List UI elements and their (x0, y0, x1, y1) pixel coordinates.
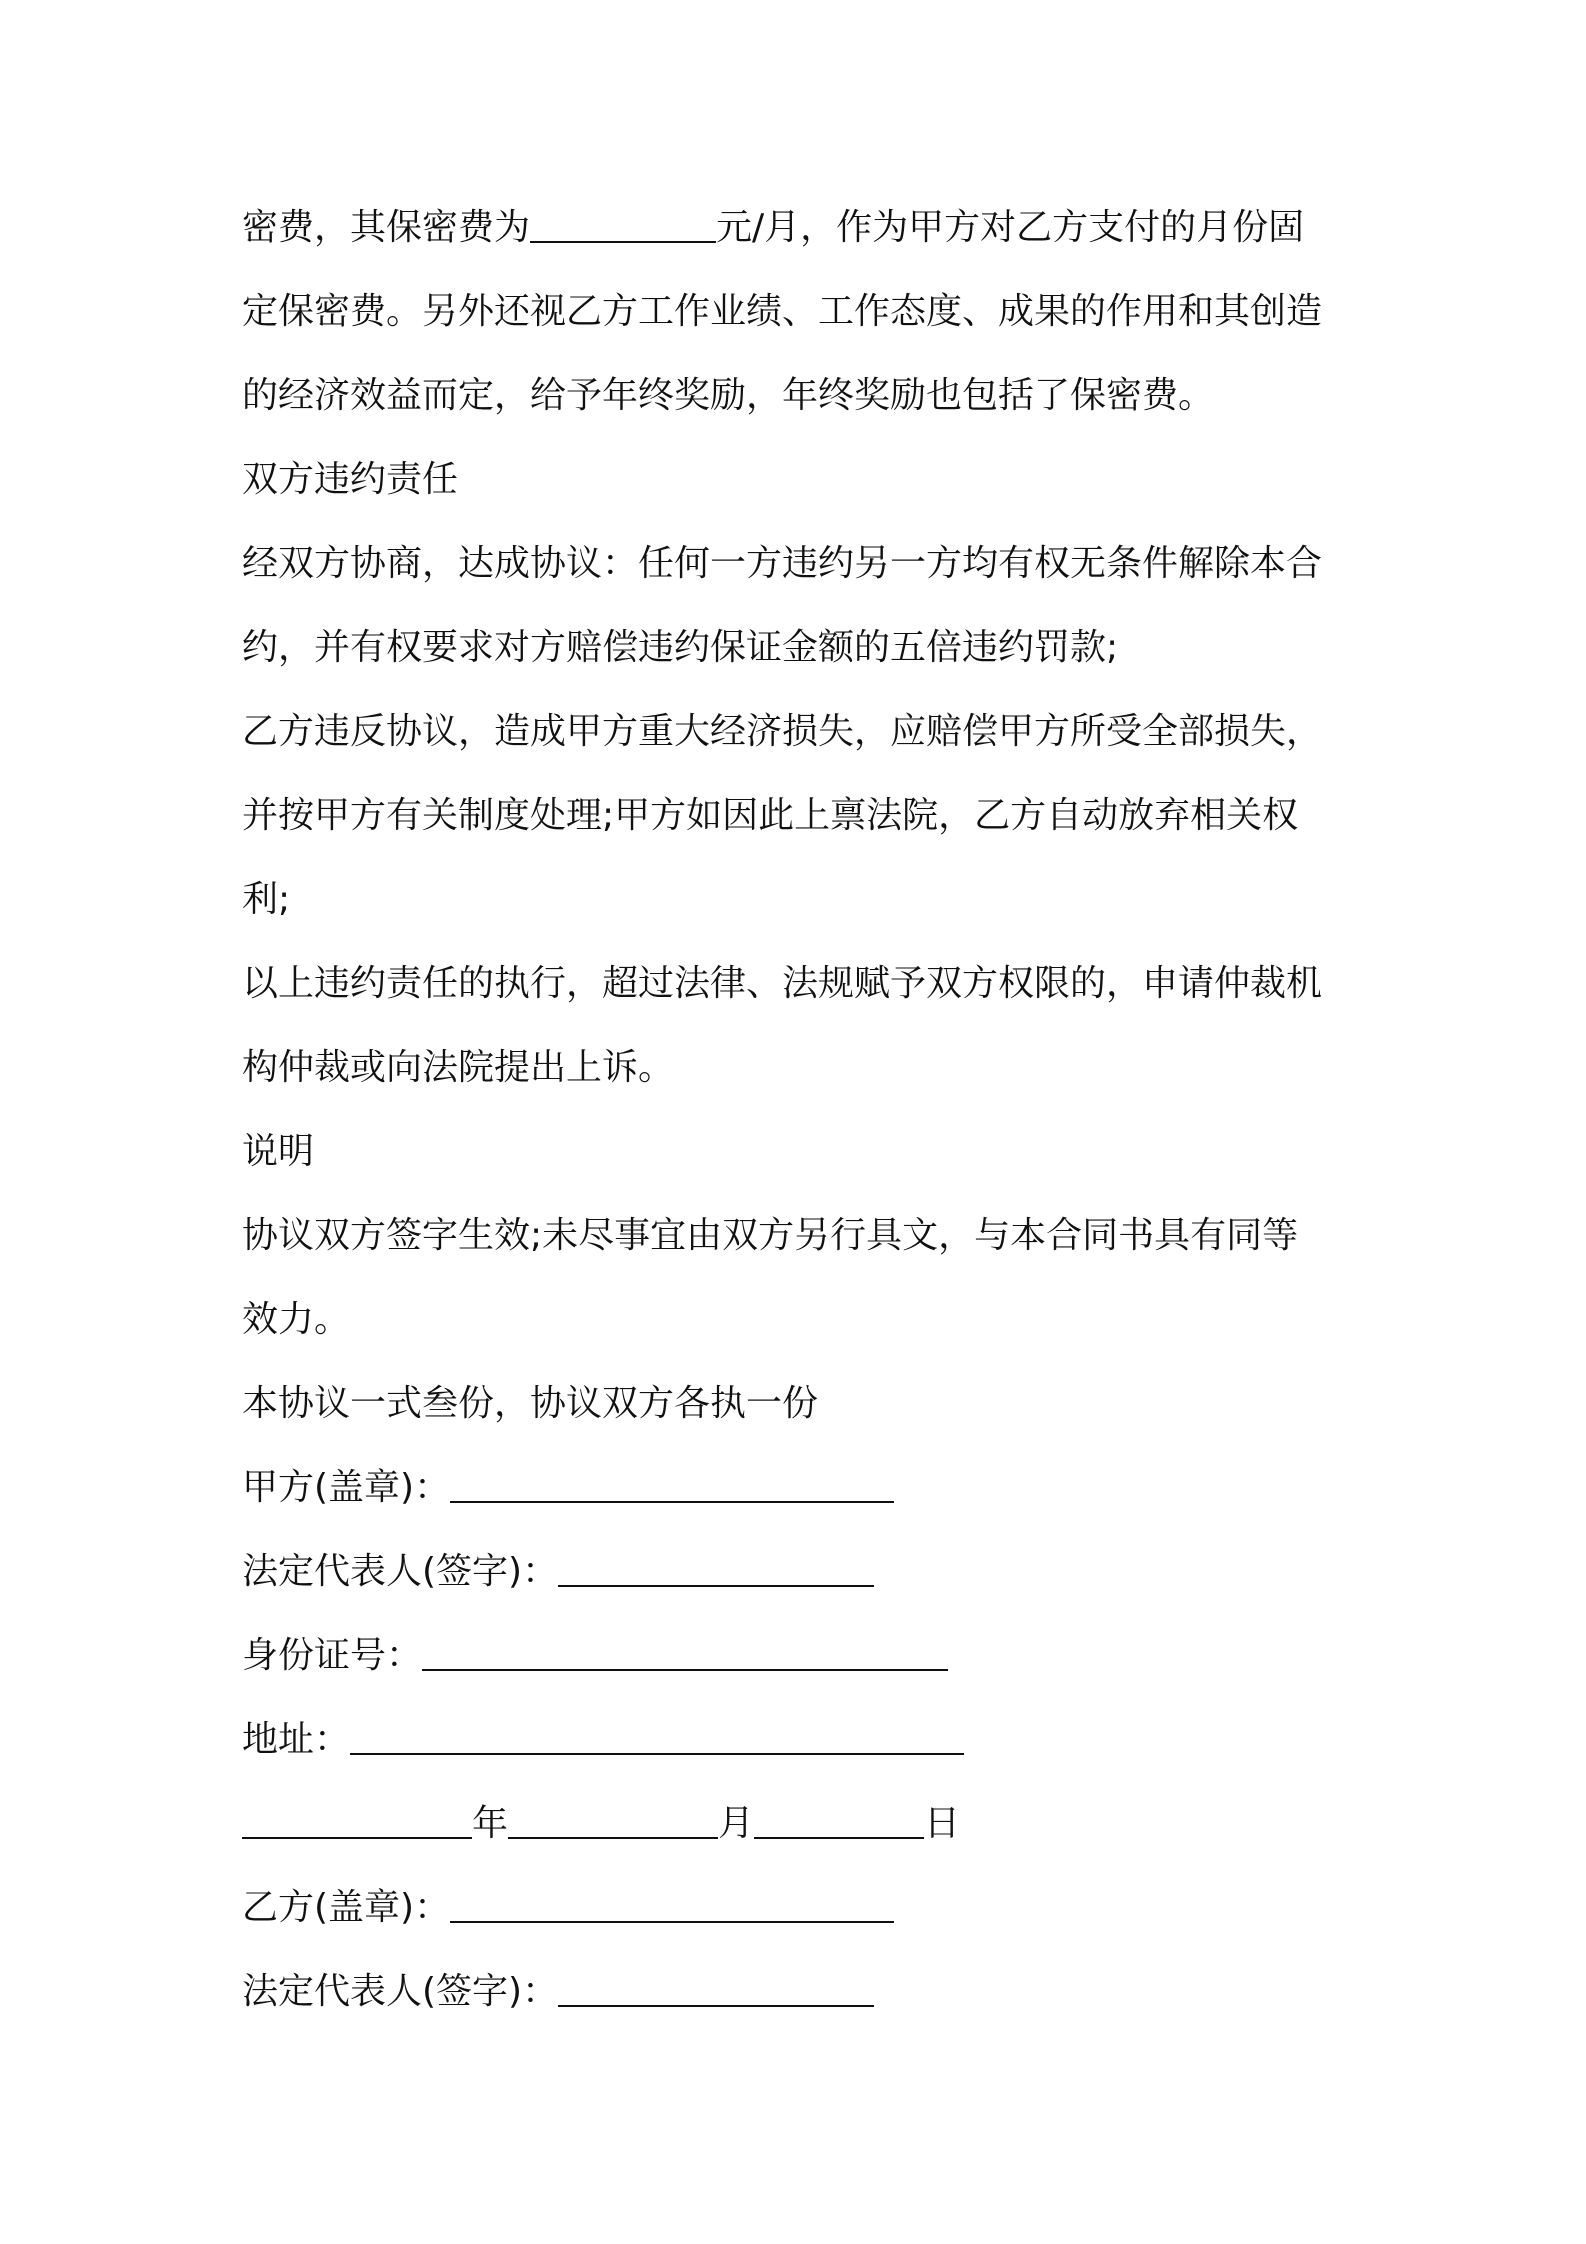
address-label: 地址： (242, 1719, 351, 1760)
date-line (242, 1800, 960, 1848)
date-year-blank (242, 1801, 472, 1839)
paragraph-line: 效力。 (242, 1299, 351, 1340)
party-b-seal-blank (450, 1885, 894, 1923)
paragraph-line: 的经济效益而定，给予年终奖励，年终奖励也包括了保密费。 (242, 375, 1215, 416)
paragraph-line: 协议双方签字生效;未尽事宜由双方另行具文，与本合同书具有同等 (242, 1215, 1299, 1256)
section-heading-breach-liability: 双方违约责任 (242, 459, 459, 500)
date-month-label: 月 (718, 1803, 755, 1844)
legal-rep-a-blank (558, 1549, 874, 1587)
party-a-seal-label: 甲方(盖章)： (242, 1467, 451, 1508)
date-month-blank (508, 1801, 718, 1839)
paragraph-line: 经双方协商，达成协议：任何一方违约另一方均有权无条件解除本合 (242, 543, 1323, 584)
paragraph-line: 构仲裁或向法院提出上诉。 (242, 1047, 675, 1088)
party-b-seal-label: 乙方(盖章)： (242, 1887, 451, 1928)
legal-rep-b-label: 法定代表人(签字)： (242, 1971, 559, 2012)
date-day-label: 日 (924, 1803, 961, 1844)
date-day-blank (754, 1801, 924, 1839)
legal-rep-b-line (242, 1968, 874, 2016)
paragraph-line: 利; (242, 879, 291, 920)
paragraph-line: 本协议一式叁份，协议双方各执一份 (242, 1383, 819, 1424)
fee-amount-blank (530, 205, 716, 243)
paragraph-text: 元/月，作为甲方对乙方支付的月份固 (716, 207, 1305, 248)
section-heading-notes: 说明 (242, 1131, 315, 1172)
legal-rep-b-blank (558, 1969, 874, 2007)
legal-rep-a-label: 法定代表人(签字)： (242, 1551, 559, 1592)
paragraph-line: 定保密费。另外还视乙方工作业绩、工作态度、成果的作用和其创造 (242, 291, 1323, 332)
paragraph-line: 约，并有权要求对方赔偿违约保证金额的五倍违约罚款; (242, 627, 1119, 668)
paragraph-text: 密费，其保密费为 (242, 207, 531, 248)
id-number-line (242, 1632, 948, 1680)
address-blank (350, 1717, 964, 1755)
address-line (242, 1716, 964, 1764)
id-number-blank (422, 1633, 948, 1671)
paragraph-line: 以上违约责任的执行，超过法律、法规赋予双方权限的，申请仲裁机 (242, 963, 1323, 1004)
party-b-seal-line (242, 1884, 894, 1932)
party-a-seal-line (242, 1464, 894, 1512)
date-year-label: 年 (472, 1803, 509, 1844)
paragraph-line: 乙方违反协议，造成甲方重大经济损失，应赔偿甲方所受全部损失， (242, 711, 1323, 752)
party-a-seal-blank (450, 1465, 894, 1503)
paragraph-line: 并按甲方有关制度处理;甲方如因此上禀法院，乙方自动放弃相关权 (242, 795, 1299, 836)
legal-rep-a-line (242, 1548, 874, 1596)
paragraph-fee-line (242, 204, 1304, 252)
id-number-label: 身份证号： (242, 1635, 423, 1676)
